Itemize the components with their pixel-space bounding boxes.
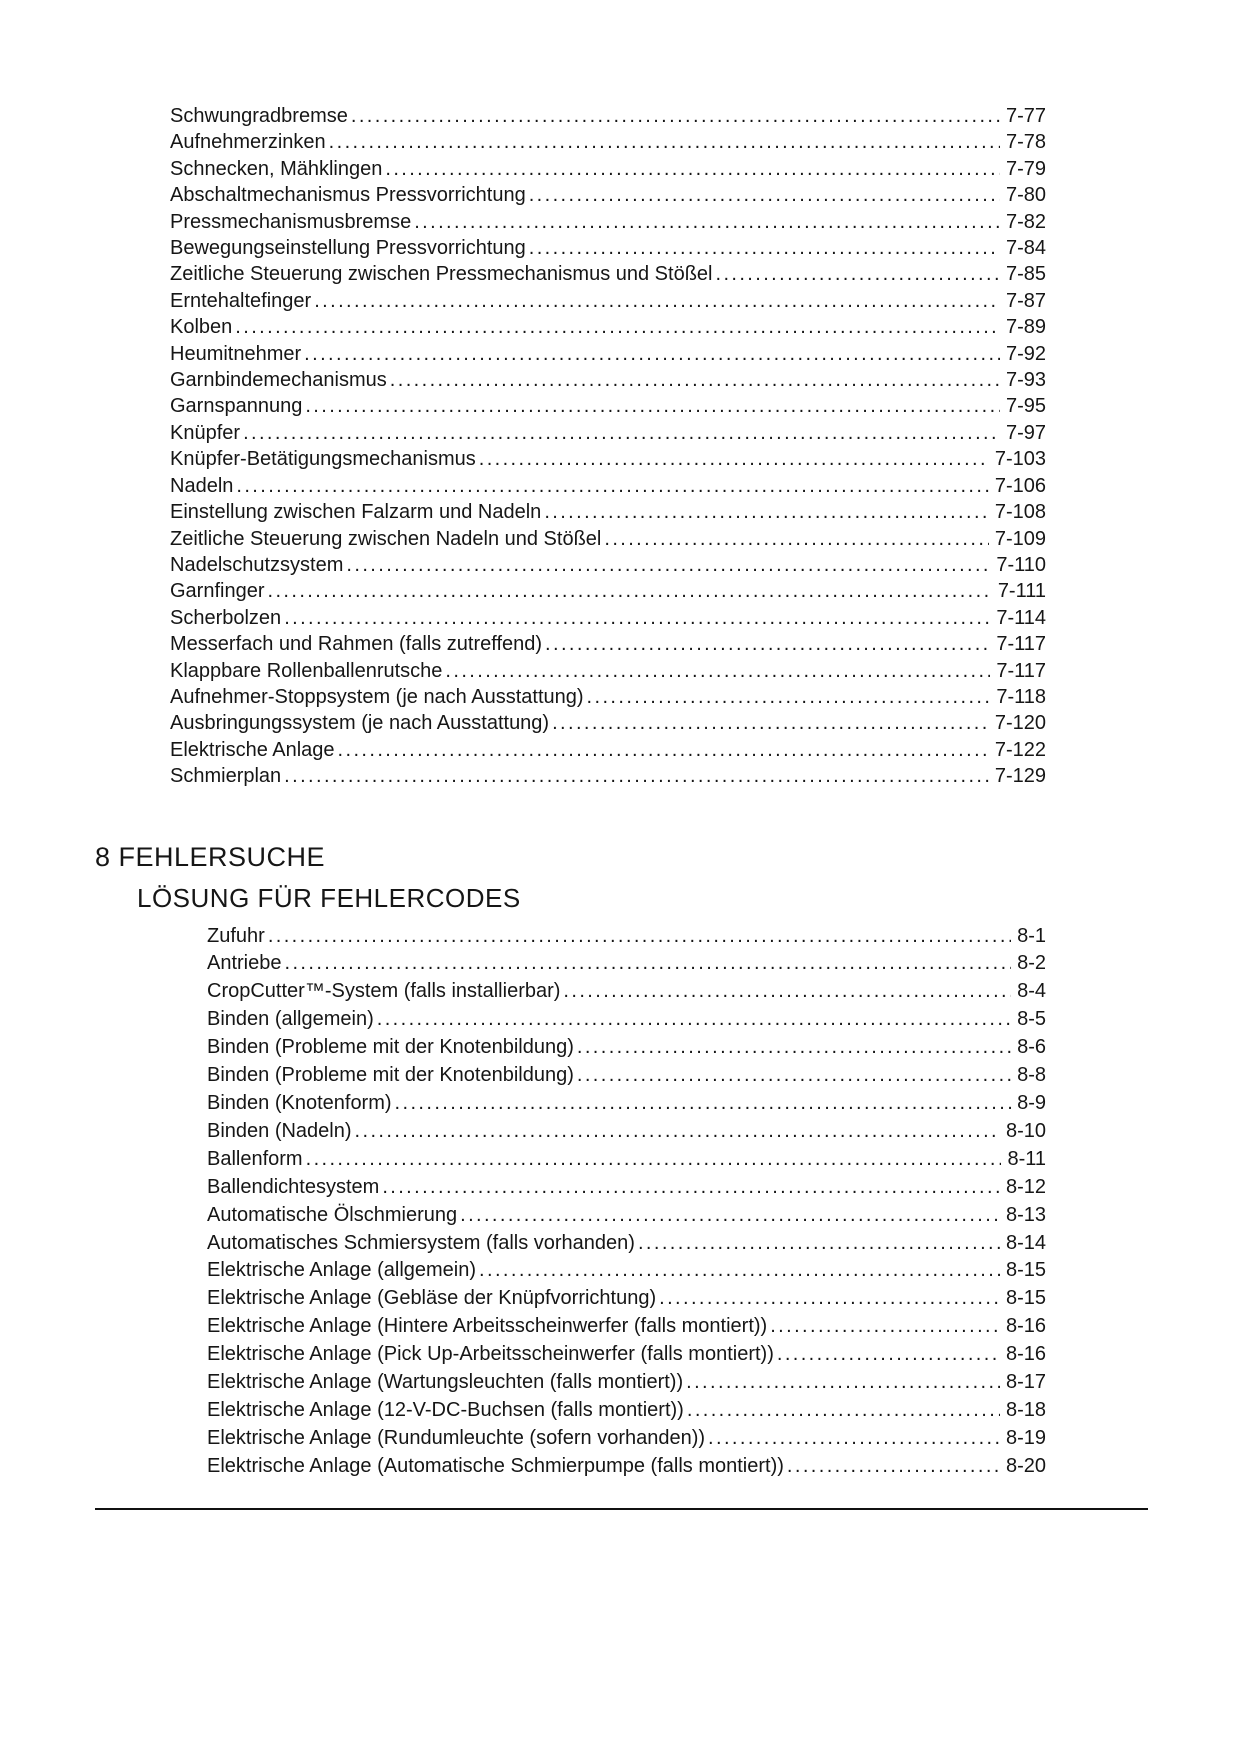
dot-leader	[306, 1146, 1002, 1174]
dot-leader	[314, 288, 1000, 314]
toc-entry	[207, 1230, 1046, 1258]
toc-entry-page: 7-77	[1005, 105, 1046, 127]
toc-entry	[207, 950, 1046, 978]
toc-entry-title: Elektrische Anlage (Wartungsleuchten (falls montiert))	[207, 1371, 684, 1394]
toc-entry-page: 8-9	[1017, 1092, 1046, 1114]
toc-entry-title: Binden (Knotenform)	[207, 1092, 392, 1114]
toc-entry	[170, 156, 1046, 182]
toc-entry-page: 8-17	[1005, 1371, 1046, 1394]
toc-entry-page: 8-2	[1017, 952, 1046, 975]
toc-entry-page: 8-15	[1005, 1259, 1046, 1282]
dot-leader	[686, 1369, 1000, 1397]
toc-entry	[207, 1369, 1046, 1397]
toc-entry-page: 8-4	[1017, 980, 1046, 1003]
toc-entry-title: Binden (allgemein)	[207, 1008, 374, 1031]
toc-entry-title: Scherbolzen	[170, 606, 282, 629]
dot-leader	[529, 182, 1000, 208]
dot-leader	[268, 923, 1011, 951]
toc-entry-title: Elektrische Anlage (12-V-DC-Buchsen (falls montiert))	[207, 1398, 684, 1421]
dot-leader	[544, 499, 989, 525]
toc-entry-page: 7-79	[1005, 157, 1046, 180]
toc-entry-title: Ausbringungssystem (je nach Ausstattung)	[170, 712, 550, 735]
toc-entry	[170, 499, 1046, 525]
toc-entry-title: Elektrische Anlage (Hintere Arbeitsscheinwerfer (falls montiert))	[207, 1315, 768, 1338]
toc-entry	[207, 1285, 1046, 1313]
dot-leader	[268, 578, 992, 604]
toc-entry	[207, 1174, 1046, 1202]
dot-leader	[777, 1341, 1000, 1369]
dot-leader	[377, 1006, 1011, 1034]
toc-entry	[207, 1397, 1046, 1425]
toc-entry	[170, 578, 1046, 604]
dot-leader	[445, 658, 990, 684]
toc-entry-title: Elektrische Anlage (Pick Up-Arbeitsscheinwerfer (falls montiert))	[207, 1343, 774, 1366]
toc-entry	[170, 341, 1046, 367]
toc-entry	[170, 103, 1046, 129]
toc-entry-title: Elektrische Anlage (Gebläse der Knüpfvorrichtung)	[207, 1287, 657, 1310]
toc-entry	[207, 1090, 1046, 1118]
dot-leader	[577, 1034, 1011, 1062]
toc-entry-page: 7-97	[1005, 421, 1046, 444]
toc-entry-page: 8-14	[1005, 1231, 1046, 1254]
toc-entry	[207, 1313, 1046, 1341]
toc-entry	[207, 1425, 1046, 1453]
toc-entry	[170, 684, 1046, 710]
toc-entry-page: 8-20	[1005, 1454, 1046, 1477]
toc-entry-page: 8-10	[1005, 1119, 1046, 1142]
toc-entry-page: 7-89	[1005, 316, 1046, 339]
toc-entry	[170, 473, 1046, 499]
toc-entry-title: Nadelschutzsystem	[170, 553, 344, 576]
toc-entry-page: 7-87	[1005, 289, 1046, 312]
toc-entry-page: 7-110	[996, 553, 1046, 576]
toc-entry	[170, 393, 1046, 419]
toc-entry-title: Binden (Probleme mit der Knotenbildung)	[207, 1036, 574, 1059]
dot-leader	[329, 129, 1000, 155]
toc-entry-title: Ballendichtesystem	[207, 1175, 380, 1198]
dot-leader	[395, 1090, 1012, 1118]
toc-entry-title: Bewegungseinstellung Pressvorrichtung	[170, 237, 526, 260]
dot-leader	[708, 1425, 1000, 1453]
toc-entry	[170, 314, 1046, 340]
toc-entry	[207, 923, 1046, 951]
toc-entry-page: 8-6	[1017, 1036, 1046, 1059]
toc-entry-page: 7-92	[1005, 342, 1046, 365]
toc-entry-page: 7-95	[1005, 395, 1046, 418]
toc-entry	[170, 235, 1046, 261]
toc-entry-page: 7-117	[996, 633, 1046, 656]
dot-leader	[305, 393, 1000, 419]
toc-entry	[170, 710, 1046, 736]
toc-entry-page: 7-82	[1005, 210, 1046, 233]
dot-leader	[382, 1174, 1000, 1202]
toc-entry	[207, 1202, 1046, 1230]
toc-entry	[170, 552, 1046, 578]
toc-entry-title: Heumitnehmer	[170, 342, 302, 365]
toc-entry-title: Kolben	[170, 316, 233, 339]
toc-entry-title: Elektrische Anlage	[170, 738, 335, 761]
toc-entry-page: 7-84	[1005, 237, 1046, 260]
toc-entry-title: Pressmechanismusbremse	[170, 210, 412, 233]
dot-leader	[552, 710, 989, 736]
toc-entry-title: Elektrische Anlage (allgemein)	[207, 1259, 477, 1282]
toc-entry-page: 7-78	[1005, 131, 1046, 154]
toc-entry-page: 8-16	[1005, 1315, 1046, 1338]
dot-leader	[545, 631, 990, 657]
toc-entry	[207, 1146, 1046, 1174]
toc-entry-page: 7-108	[994, 501, 1046, 524]
toc-entry-page: 8-11	[1007, 1147, 1046, 1170]
toc-entry-page: 7-103	[994, 448, 1046, 471]
toc-entry-title: Zufuhr	[207, 924, 265, 947]
toc-entry-title: Garnbindemechanismus	[170, 369, 387, 392]
toc-entry-page: 8-1	[1017, 924, 1046, 947]
toc-entry-page: 8-18	[1005, 1398, 1046, 1421]
toc-entry-page: 7-85	[1005, 263, 1046, 286]
toc-chapter-8	[207, 923, 1046, 1481]
toc-entry-page: 7-129	[994, 765, 1046, 788]
toc-entry-title: Abschaltmechanismus Pressvorrichtung	[170, 184, 526, 207]
toc-entry-title: Elektrische Anlage (Automatische Schmierpumpe (falls montiert))	[207, 1454, 784, 1477]
toc-entry	[207, 1257, 1046, 1285]
toc-entry-page: 7-106	[994, 474, 1046, 497]
dot-leader	[529, 235, 1000, 261]
toc-entry-title: Knüpfer	[170, 421, 241, 444]
dot-leader	[346, 552, 990, 578]
toc-entry-page: 8-19	[1005, 1426, 1046, 1449]
toc-entry-title: Garnfinger	[170, 580, 265, 603]
toc-entry	[207, 1006, 1046, 1034]
dot-leader	[414, 209, 1000, 235]
toc-entry	[207, 1453, 1046, 1481]
dot-leader	[284, 763, 989, 789]
toc-entry-title: Binden (Nadeln)	[207, 1119, 352, 1142]
dot-leader	[236, 473, 988, 499]
toc-entry-page: 7-114	[996, 606, 1046, 629]
toc-entry-page: 8-8	[1017, 1064, 1046, 1087]
dot-leader	[385, 156, 1000, 182]
dot-leader	[479, 446, 989, 472]
toc-entry-title: Schmierplan	[170, 765, 282, 788]
chapter-subheading: LÖSUNG FÜR FEHLERCODES	[137, 882, 521, 913]
toc-entry-page: 8-5	[1017, 1008, 1046, 1031]
dot-leader	[687, 1397, 1000, 1425]
toc-entry-title: Einstellung zwischen Falzarm und Nadeln	[170, 501, 542, 524]
toc-entry-title: Automatisches Schmiersystem (falls vorhanden)	[207, 1231, 635, 1254]
toc-entry	[170, 631, 1046, 657]
dot-leader	[604, 526, 988, 552]
toc-entry-page: 7-93	[1005, 369, 1046, 392]
toc-entry-title: Automatische Ölschmierung	[207, 1203, 458, 1226]
toc-entry	[170, 526, 1046, 552]
toc-entry	[170, 182, 1046, 208]
toc-entry	[170, 658, 1046, 684]
toc-entry-title: Messerfach und Rahmen (falls zutreffend)	[170, 633, 543, 656]
toc-entry-title: Zeitliche Steuerung zwischen Pressmechanismus und Stößel	[170, 263, 713, 286]
toc-entry-page: 7-111	[997, 580, 1046, 603]
toc-entry	[170, 420, 1046, 446]
dot-leader	[638, 1230, 1000, 1258]
dot-leader	[460, 1202, 1000, 1230]
dot-leader	[770, 1313, 1000, 1341]
toc-entry-page: 7-117	[996, 659, 1046, 682]
toc-entry	[170, 446, 1046, 472]
dot-leader	[351, 103, 1000, 129]
toc-entry	[170, 763, 1046, 789]
dot-leader	[659, 1285, 1000, 1313]
dot-leader	[284, 605, 990, 631]
toc-entry-title: Schnecken, Mähklingen	[170, 157, 383, 180]
dot-leader	[587, 684, 991, 710]
dot-leader	[787, 1453, 1000, 1481]
toc-entry-title: Aufnehmer-Stoppsystem (je nach Ausstattung)	[170, 685, 584, 708]
toc-entry	[170, 288, 1046, 314]
dot-leader	[338, 737, 989, 763]
toc-entry	[170, 367, 1046, 393]
toc-entry-page: 7-120	[994, 712, 1046, 735]
toc-entry-title: Antriebe	[207, 952, 282, 975]
dot-leader	[715, 261, 999, 287]
dot-leader	[304, 341, 1000, 367]
toc-entry-title: CropCutter™-System (falls installierbar)	[207, 980, 561, 1003]
toc-entry-page: 7-109	[994, 527, 1046, 550]
toc-entry	[170, 261, 1046, 287]
dot-leader	[243, 420, 1000, 446]
toc-entry-page: 8-15	[1005, 1287, 1046, 1310]
toc-entry-title: Ballenform	[207, 1147, 303, 1170]
toc-entry-title: Garnspannung	[170, 395, 303, 418]
toc-entry-title: Erntehaltefinger	[170, 289, 312, 312]
toc-entry	[170, 209, 1046, 235]
footer-rule	[95, 1508, 1148, 1510]
dot-leader	[285, 950, 1012, 978]
toc-entry-title: Klappbare Rollenballenrutsche	[170, 659, 443, 682]
dot-leader	[563, 978, 1011, 1006]
toc-entry-title: Nadeln	[170, 474, 234, 497]
toc-entry-title: Elektrische Anlage (Rundumleuchte (sofern vorhanden))	[207, 1426, 706, 1449]
toc-entry-page: 7-118	[996, 685, 1046, 708]
toc-section-7	[170, 103, 1046, 790]
chapter-heading: 8 FEHLERSUCHE	[95, 841, 326, 872]
dot-leader	[235, 314, 1000, 340]
toc-entry-page: 8-12	[1005, 1175, 1046, 1198]
toc-entry	[170, 737, 1046, 763]
toc-entry	[170, 129, 1046, 155]
dot-leader	[390, 367, 1000, 393]
toc-entry-page: 7-122	[994, 738, 1046, 761]
toc-entry	[170, 605, 1046, 631]
toc-entry-title: Knüpfer-Betätigungsmechanismus	[170, 448, 476, 471]
toc-entry-title: Binden (Probleme mit der Knotenbildung)	[207, 1064, 574, 1087]
toc-entry	[207, 1034, 1046, 1062]
dot-leader	[355, 1118, 1000, 1146]
toc-entry-title: Zeitliche Steuerung zwischen Nadeln und Stößel	[170, 527, 602, 550]
toc-entry-title: Aufnehmerzinken	[170, 131, 326, 154]
toc-entry-title: Schwungradbremse	[170, 105, 348, 127]
toc-entry	[207, 978, 1046, 1006]
toc-entry-page: 8-13	[1005, 1203, 1046, 1226]
toc-entry	[207, 1341, 1046, 1369]
toc-entry	[207, 1118, 1046, 1146]
toc-entry-page: 7-80	[1005, 184, 1046, 207]
dot-leader	[577, 1062, 1011, 1090]
toc-entry	[207, 1062, 1046, 1090]
toc-entry-page: 8-16	[1005, 1343, 1046, 1366]
dot-leader	[479, 1257, 1000, 1285]
